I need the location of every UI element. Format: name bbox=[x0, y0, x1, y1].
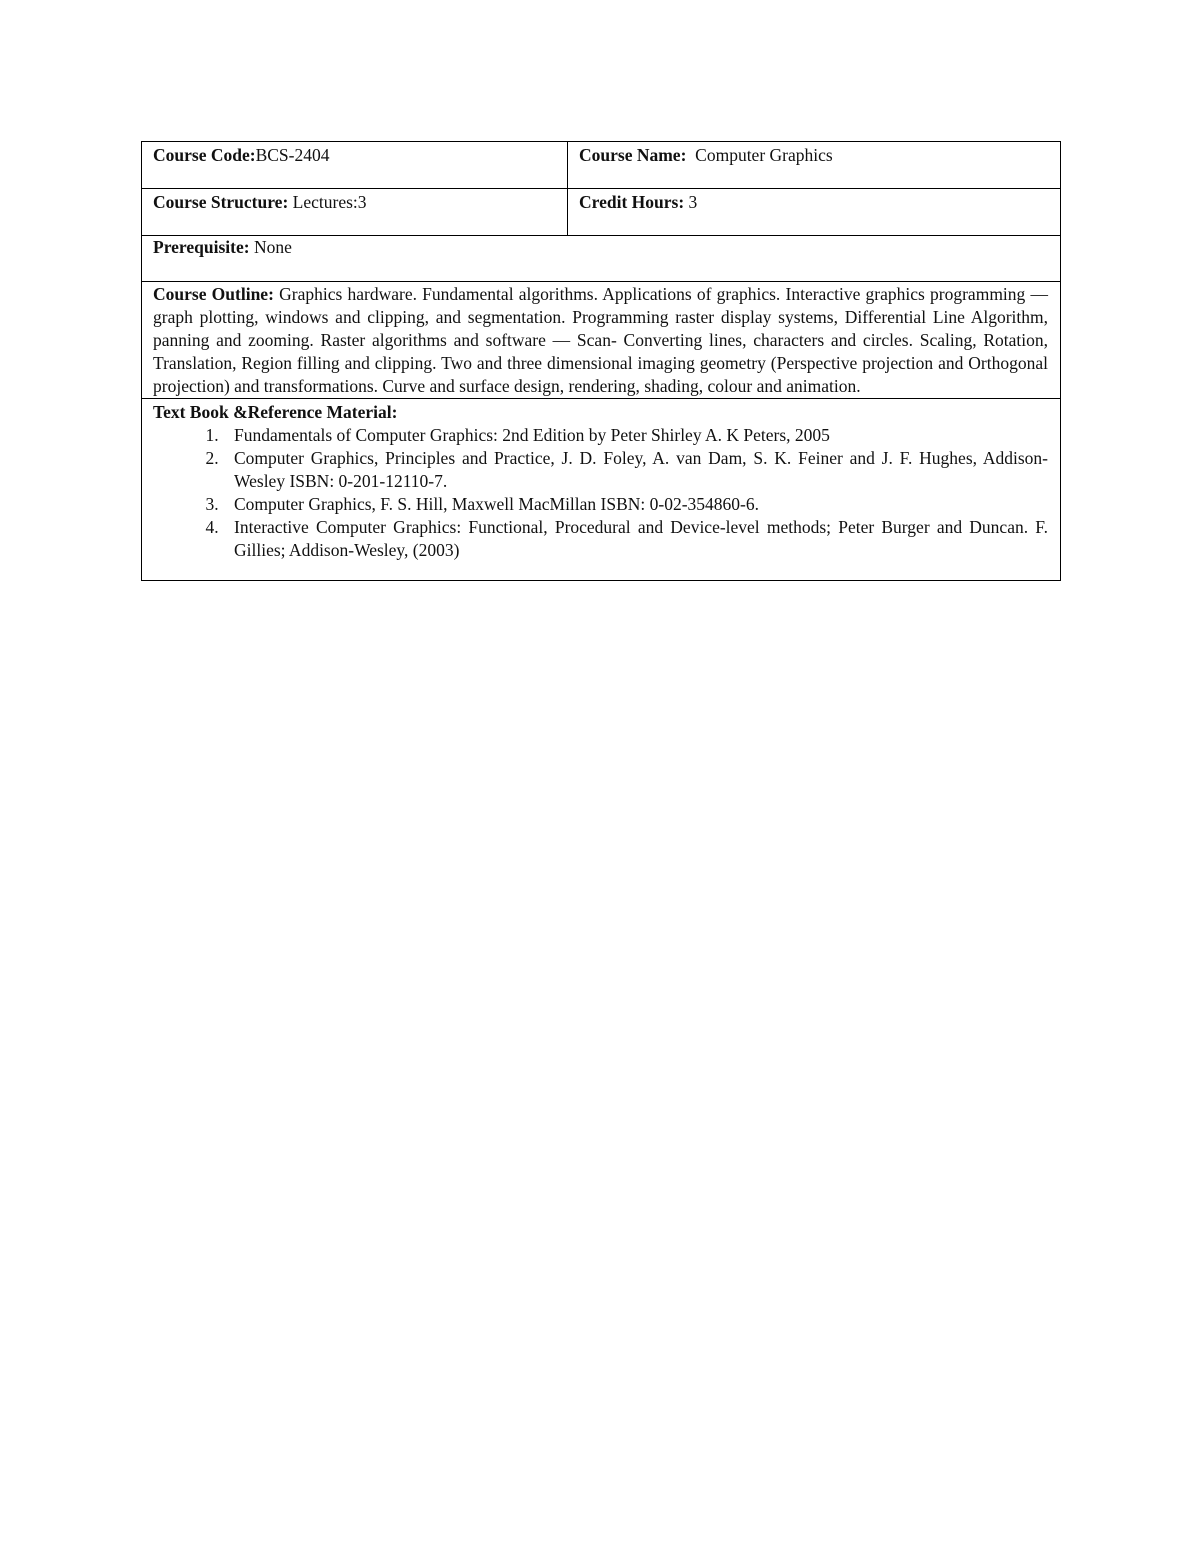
prerequisite-cell bbox=[142, 236, 1061, 282]
prerequisite-label: Prerequisite: bbox=[153, 237, 250, 257]
credit-hours-cell bbox=[568, 189, 1061, 236]
course-structure-label: Course Structure: bbox=[153, 192, 289, 212]
course-code-cell bbox=[142, 142, 568, 189]
course-code-value: BCS-2404 bbox=[255, 145, 330, 165]
course-outline-label: Course Outline: bbox=[153, 284, 274, 304]
credit-hours-value: 3 bbox=[688, 192, 698, 212]
course-name-value: Computer Graphics bbox=[695, 145, 833, 165]
credit-hours-label: Credit Hours: bbox=[579, 192, 685, 212]
course-structure-value: Lectures:3 bbox=[292, 192, 367, 212]
prerequisite-value: None bbox=[253, 237, 292, 257]
course-structure-row bbox=[142, 189, 1061, 236]
reference-item: 1. Fundamentals of Computer Graphics: 2nd Edition by Peter Shirley A. K Peters, 2005 bbox=[223, 424, 1048, 447]
course-name-label: Course Name: bbox=[579, 145, 687, 165]
course-code-label: Course Code: bbox=[153, 145, 256, 165]
prerequisite-row bbox=[142, 236, 1061, 282]
course-outline-cell bbox=[142, 282, 1061, 399]
references-label: Text Book &Reference Material: bbox=[153, 402, 398, 422]
references-cell bbox=[142, 399, 1061, 581]
course-outline-row bbox=[142, 282, 1061, 399]
references-list bbox=[153, 424, 1048, 562]
course-table bbox=[141, 141, 1061, 581]
course-outline-text: Graphics hardware. Fundamental algorithms. Applications of graphics. Interactive graphics programming — graph plotting, windows and clipping, and segmentation. Programming raster display systems, Differential Line Algorithm, panning and zooming. Raster algorithms and software — Scan- Converting lines, characters and circles. Scaling, Rotation, Translation, Region filling and clipping. Two and three dimensional imaging geometry (Perspective projection and Orthogonal projection) and transformations. Curve and surface design, rendering, shading, colour and animation. bbox=[153, 284, 1048, 396]
reference-item: 3. Computer Graphics, F. S. Hill, Maxwell MacMillan ISBN: 0-02-354860-6. bbox=[223, 493, 1048, 516]
course-structure-cell bbox=[142, 189, 568, 236]
reference-item: 4. Interactive Computer Graphics: Functional, Procedural and Device-level methods; Peter Burger and Duncan. F. Gillies; Addison-Wesley, (2003) bbox=[223, 516, 1048, 562]
course-code-row bbox=[142, 142, 1061, 189]
reference-item: 2. Computer Graphics, Principles and Practice, J. D. Foley, A. van Dam, S. K. Feiner and J. F. Hughes, Addison-Wesley ISBN: 0-201-12110-7. bbox=[223, 447, 1048, 493]
references-row bbox=[142, 399, 1061, 581]
course-name-cell bbox=[568, 142, 1061, 189]
